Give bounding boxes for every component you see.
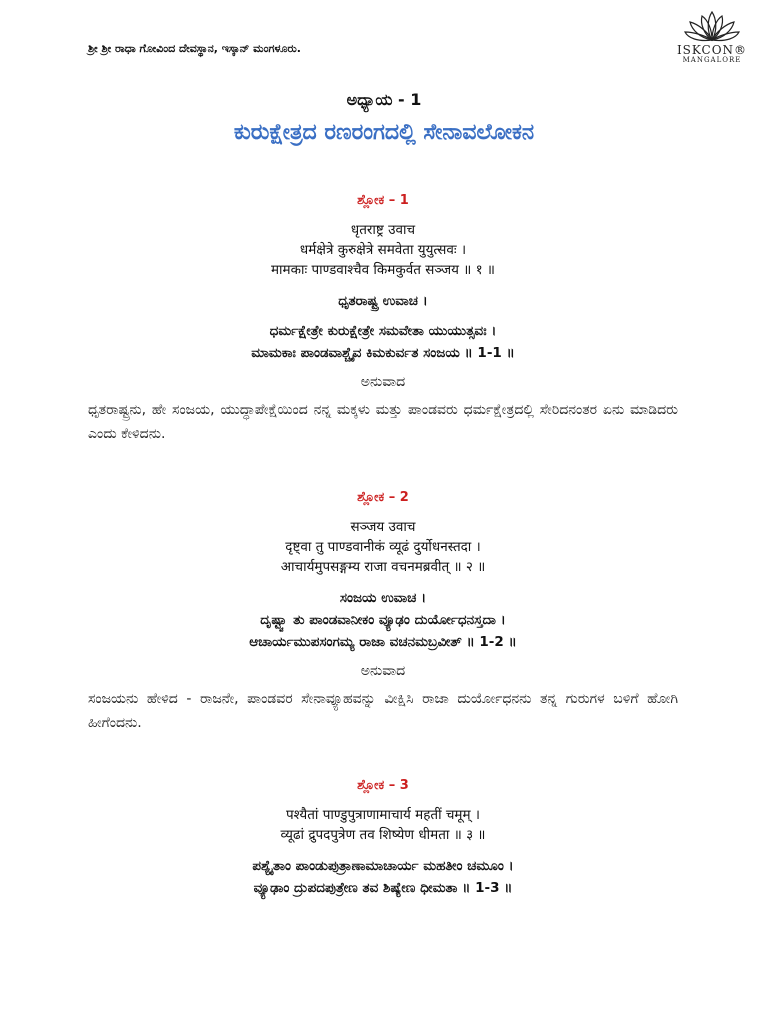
sloka-title: ಶ್ಲೋಕ – 3: [357, 778, 409, 793]
translit-line: ಧೃತರಾಷ್ಟ್ರ ಉವಾಚ ।: [338, 293, 428, 309]
chapter-title: ಕುರುಕ್ಷೇತ್ರದ ರಣರಂಗದಲ್ಲಿ ಸೇನಾವಲೋಕನ: [233, 120, 535, 145]
translit-line: ಆಚಾರ್ಯಮುಪಸಂಗಮ್ಯ ರಾಜಾ ವಚನಮಬ್ರವೀತ್ ॥ 1-2 ॥: [249, 634, 517, 650]
verse-meaning: ಸಂಜಯನು ಹೇಳಿದ - ರಾಜನೇ, ಪಾಂಡವರ ಸೇನಾವ್ಯೂಹವನ್ನು ವೀಕ್ಷಿಸಿ ರಾಜಾ ದುರ್ಯೋಧನನು ತನ್ನ ಗುರುಗಳ ಬಳಿಗೆ ಹೋಗಿ ಹೀಗೆಂದನು.: [88, 691, 678, 731]
anuvada-heading: ಅನುವಾದ: [360, 663, 406, 679]
translit-line: ಮಾಮಕಾಃ ಪಾಂಡವಾಶ್ಚೈವ ಕಿಮಕುರ್ವತ ಸಂಜಯ ॥ 1-1 ॥: [251, 345, 515, 361]
translit-line: ದೃಷ್ಟ್ವಾ ತು ಪಾಂಡವಾನೀಕಂ ವ್ಯೂಢಂ ದುರ್ಯೋಧನಸ್ತದಾ ।: [260, 612, 506, 628]
verse-3: [88, 778, 678, 899]
lotus-icon: [684, 10, 740, 44]
sanskrit-line: आचार्यमुपसङ्गम्य राजा वचनमब्रवीत् ॥ २ ॥: [280, 559, 486, 575]
temple-header: ಶ್ರೀ ಶ್ರೀ ರಾಧಾ ಗೋವಿಂದ ದೇವಸ್ಥಾನ, ಇಸ್ಕಾನ್ ಮಂಗಳೂರು.: [88, 42, 301, 55]
sanskrit-line: धर्मक्षेत्रे कुरुक्षेत्रे समवेता युयुत्सवः ।: [299, 242, 467, 258]
logo-city: MANGALORE: [682, 56, 742, 64]
translit-line: ವ್ಯೂಢಾಂ ದ್ರುಪದಪುತ್ರೇಣ ತವ ಶಿಷ್ಯೇಣ ಧೀಮತಾ ॥ 1-3 ॥: [253, 880, 513, 896]
iskcon-logo: [676, 10, 748, 64]
logo-brand: ISKCON®: [676, 43, 748, 57]
sanskrit-line: सञ्जय उवाच: [350, 519, 416, 535]
sloka-title: ಶ್ಲೋಕ – 1: [357, 193, 409, 208]
verse-meaning: ಧೃತರಾಷ್ಟ್ರನು, ಹೇ ಸಂಜಯ, ಯುದ್ಧಾಪೇಕ್ಷೆಯಿಂದ ನನ್ನ ಮಕ್ಕಳು ಮತ್ತು ಪಾಂಡವರು ಧರ್ಮಕ್ಷೇತ್ರದಲ್ಲಿ ಸೇರಿದನಂತರ ಏನು ಮಾಡಿದರು ಎಂದು ಕೇಳಿದನು.: [88, 402, 678, 442]
chapter-number: ಅಧ್ಯಾಯ - 1: [346, 90, 422, 109]
sanskrit-line: धृतराष्ट्र उवाच: [350, 222, 416, 238]
verse-2: [88, 490, 678, 735]
anuvada-heading: ಅನುವಾದ: [360, 374, 406, 390]
sanskrit-line: दृष्ट्वा तु पाण्डवानीकं व्यूढं दुर्योधनस्तदा ।: [285, 539, 481, 555]
translit-line: ಧರ್ಮಕ್ಷೇತ್ರೇ ಕುರುಕ್ಷೇತ್ರೇ ಸಮವೇತಾ ಯುಯುತ್ಸವಃ ।: [269, 323, 497, 339]
sanskrit-line: व्यूढां द्रुपदपुत्रेण तव शिष्येण धीमता ॥ ३ ॥: [280, 827, 486, 843]
sanskrit-line: पश्यैतां पाण्डुपुत्राणामाचार्य महतीं चमूम् ।: [285, 807, 480, 823]
sanskrit-line: मामकाः पाण्डवाश्चैव किमकुर्वत सञ्जय ॥ १ ॥: [270, 262, 496, 278]
verse-1: [88, 193, 678, 446]
translit-line: ಸಂಜಯ ಉವಾಚ ।: [339, 590, 427, 606]
translit-line: ಪಶ್ಯೈತಾಂ ಪಾಂಡುಪುತ್ರಾಣಾಮಾಚಾರ್ಯ ಮಹತೀಂ ಚಮೂಂ ।: [252, 858, 514, 874]
sloka-title: ಶ್ಲೋಕ – 2: [357, 490, 409, 505]
